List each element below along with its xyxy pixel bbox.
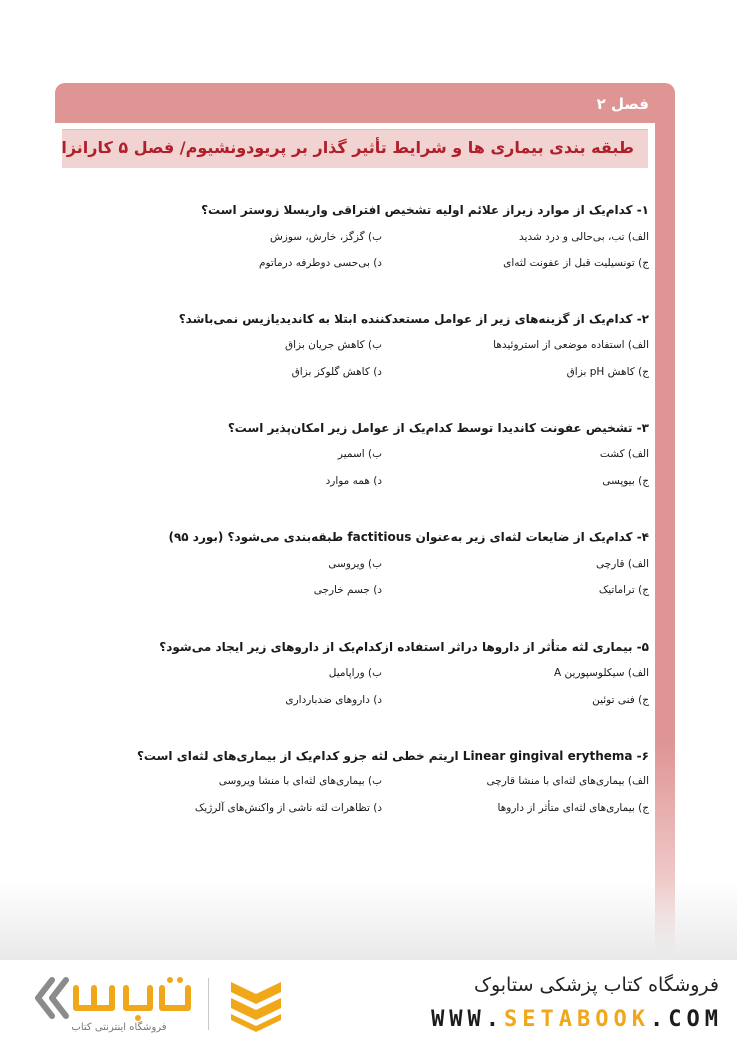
q5-option-a: الف) سیکلوسپورین A [554, 667, 649, 679]
question-2: ۲- کدام‌یک از گزینه‌های زیر از عوامل مستعدکننده ابتلا به کاندیدیازیس نمی‌باشد؟ [178, 312, 649, 326]
chapter-label: فصل ۲ [596, 95, 649, 113]
store-footer [0, 960, 737, 1042]
page-side-stripe [655, 123, 675, 983]
q2-option-a: الف) استفاده موضعی از استروئیدها [493, 339, 649, 351]
section-title-box [62, 129, 648, 168]
q5-option-d: د) داروهای ضدبارداری [285, 694, 382, 706]
q6-option-a: الف) بیماری‌های لثه‌ای با منشا قارچی [486, 775, 649, 787]
url-suffix: .COM [650, 1007, 723, 1032]
q1-option-d: د) بی‌حسی دوطرفه درماتوم [258, 257, 382, 269]
q6-option-b: ب) بیماری‌های لثه‌ای با منشا ویروسی [218, 775, 382, 787]
url-prefix: WWW. [431, 1007, 505, 1032]
q2-option-d: د) کاهش گلوکز بزاق [291, 366, 382, 378]
question-4: ۴- کدام‌یک از ضایعات لثه‌ای زیر به‌عنوان factitious طبقه‌بندی می‌شود؟ (بورد ۹۵) [168, 530, 649, 544]
q1-option-b: ب) گزگز، خارش، سوزش [269, 231, 382, 243]
bottom-fade [0, 880, 737, 960]
store-name: فروشگاه کتاب پزشکی ستابوک [473, 974, 719, 996]
question-6: ۶- Linear gingival erythema اریتم خطی لثه جزو کدام‌یک از بیماری‌های لثه‌ای است؟ [136, 749, 649, 763]
setabook-book-icon [225, 976, 287, 1032]
question-1: ۱- کدام‌یک از موارد زیراز علائم اولیه تشخیص افتراقی واریسلا زوستر است؟ [201, 203, 649, 217]
question-3: ۳- تشخیص عفونت کاندیدا توسط کدام‌یک از عوامل زیر امکان‌پذیر است؟ [227, 421, 649, 435]
section-title: طبقه بندی بیماری ها و شرایط تأثیر گذار بر پریودونشیوم/ فصل ۵ کارانزا [61, 138, 634, 157]
q3-option-a: الف) کشت [599, 448, 649, 460]
q1-option-a: الف) تب، بی‌حالی و درد شدید [519, 231, 649, 243]
q4-option-c: ج) تراماتیک [598, 584, 649, 596]
q2-option-c: ج) کاهش pH بزاق [566, 366, 649, 378]
q2-option-b: ب) کاهش جریان بزاق [284, 339, 382, 351]
q1-option-c: ج) تونسیلیت قبل از عفونت لثه‌ای [503, 257, 649, 269]
q5-option-c: ج) فنی توئین [592, 694, 649, 706]
wordmark-tagline: فروشگاه اینترنتی کتاب [71, 1022, 167, 1033]
url-highlight: SETABOOK [504, 1007, 651, 1032]
q3-option-c: ج) بیوپسی [602, 475, 649, 487]
chapter-header-bar [55, 83, 675, 123]
q4-option-b: ب) ویروسی [328, 558, 382, 570]
q4-option-d: د) جسم خارجی [313, 584, 382, 596]
setabook-wordmark-logo [30, 972, 202, 1024]
q5-option-b: ب) وراپامیل [328, 667, 382, 679]
footer-divider [208, 978, 209, 1030]
question-5: ۵- بیماری لثه متأثر از داروها دراثر استفاده ازکدام‌یک از داروهای زیر ایجاد می‌شود؟ [159, 640, 649, 654]
q3-option-d: د) همه موارد [325, 475, 382, 487]
q4-option-a: الف) قارچی [596, 558, 649, 570]
q6-option-d: د) تظاهرات لثه ناشی از واکنش‌های آلرژیک [194, 802, 382, 814]
q6-option-c: ج) بیماری‌های لثه‌ای متأثر از داروها [497, 802, 649, 814]
q3-option-b: ب) اسمیر [337, 448, 382, 460]
store-url[interactable] [431, 1007, 723, 1032]
